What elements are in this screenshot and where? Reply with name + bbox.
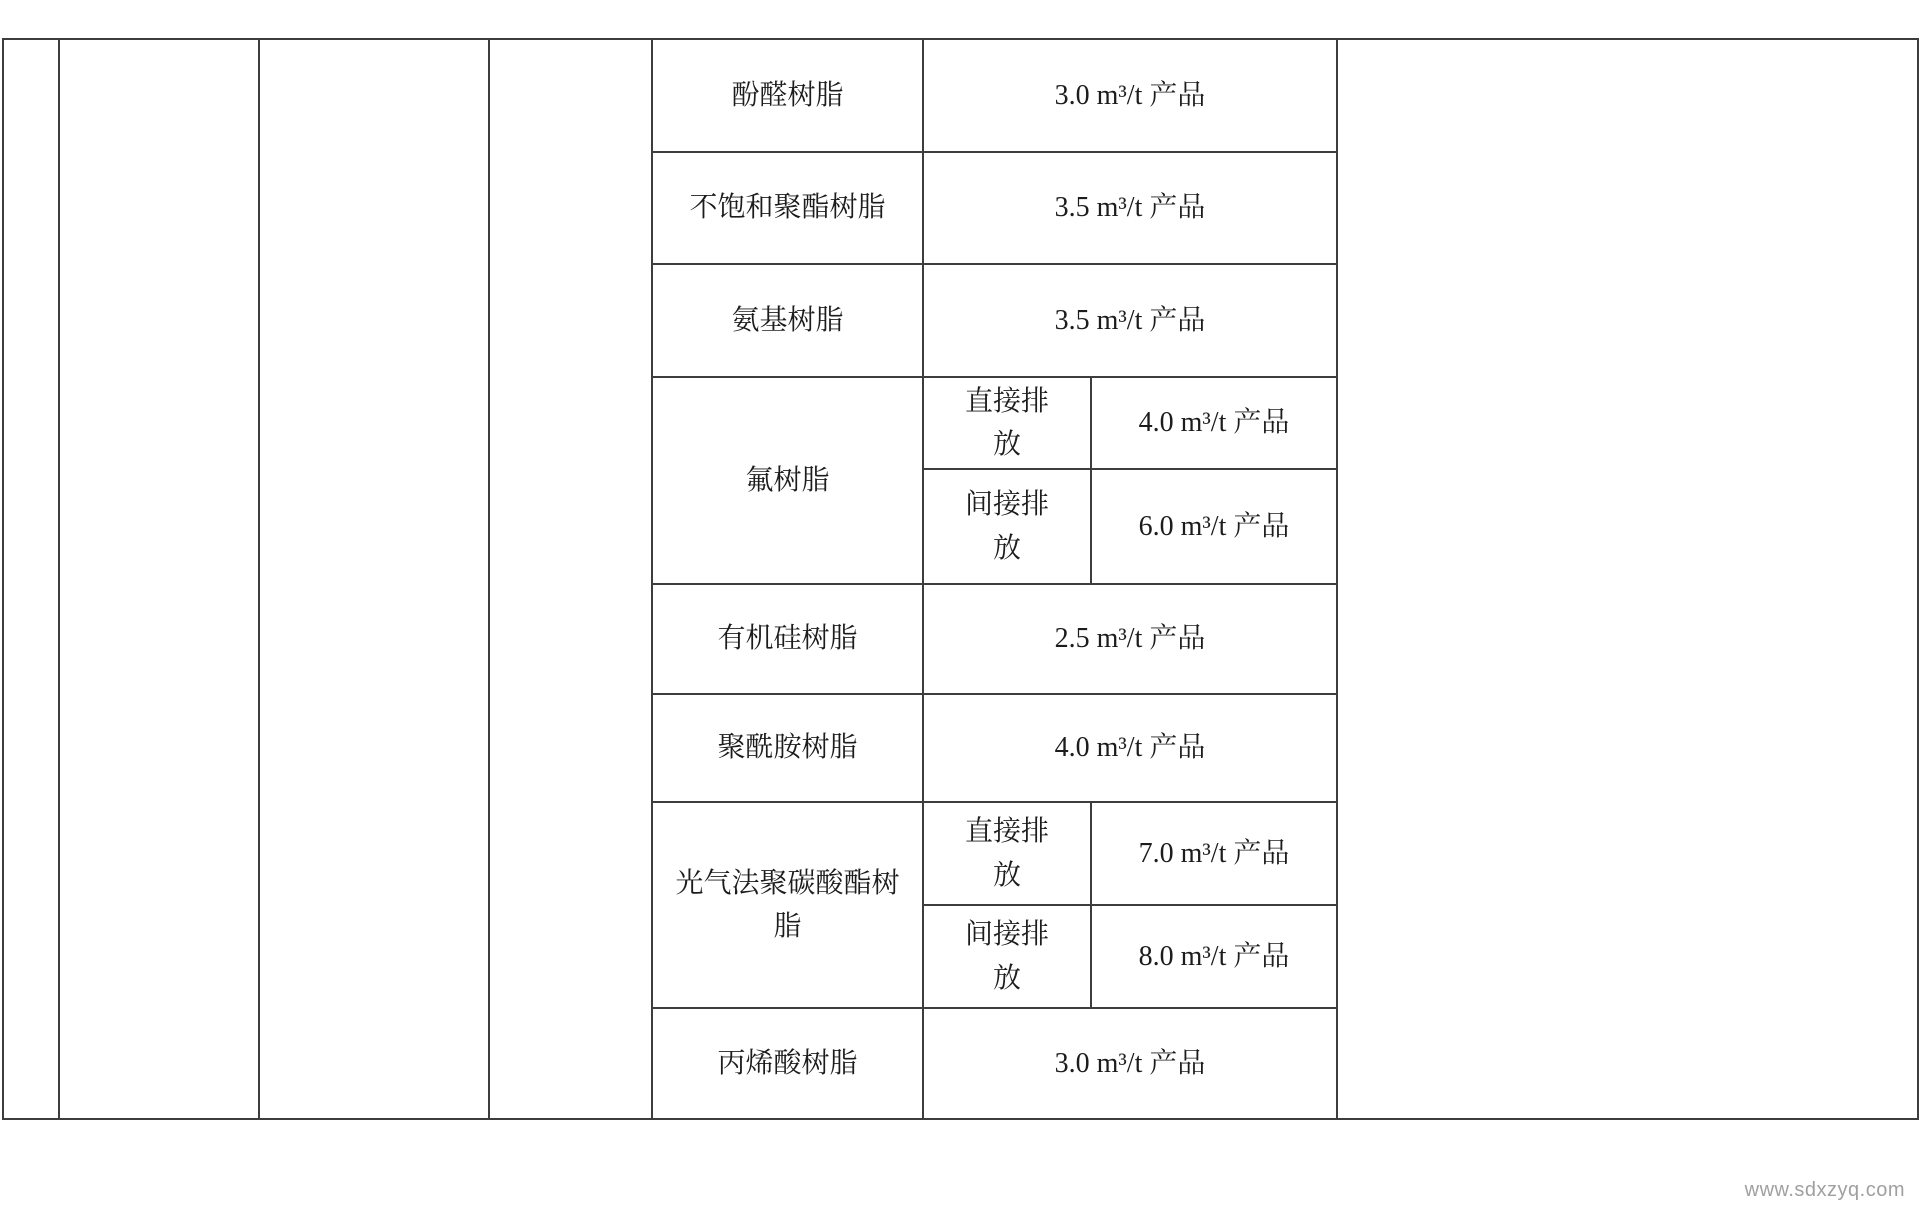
product-cell: 酚醛树脂 <box>653 40 924 153</box>
product-cell: 丙烯酸树脂 <box>653 1009 924 1118</box>
product-cell: 光气法聚碳酸酯树脂 <box>653 803 924 1009</box>
value-cell: 4.0 m³/t 产品 <box>1092 378 1338 470</box>
value-cell: 3.0 m³/t 产品 <box>924 1009 1338 1118</box>
value-cell: 3.5 m³/t 产品 <box>924 265 1338 378</box>
empty-column-right <box>1338 40 1917 1118</box>
watermark: www.sdxzyq.com <box>1744 1179 1905 1201</box>
emission-limits-table <box>2 38 1919 1120</box>
empty-column-4 <box>490 40 653 1118</box>
value-cell: 8.0 m³/t 产品 <box>1092 906 1338 1009</box>
empty-column-2 <box>60 40 260 1118</box>
discharge-type-cell: 间接排放 <box>924 906 1092 1009</box>
discharge-type-cell: 间接排放 <box>924 470 1092 585</box>
value-cell: 6.0 m³/t 产品 <box>1092 470 1338 585</box>
value-cell: 3.5 m³/t 产品 <box>924 153 1338 265</box>
discharge-type-cell: 直接排放 <box>924 378 1092 470</box>
empty-column-1 <box>4 40 60 1118</box>
value-cell: 4.0 m³/t 产品 <box>924 695 1338 803</box>
product-cell: 氨基树脂 <box>653 265 924 378</box>
product-cell: 氟树脂 <box>653 378 924 585</box>
product-cell: 聚酰胺树脂 <box>653 695 924 803</box>
value-cell: 3.0 m³/t 产品 <box>924 40 1338 153</box>
value-cell: 2.5 m³/t 产品 <box>924 585 1338 695</box>
discharge-type-cell: 直接排放 <box>924 803 1092 906</box>
product-cell: 有机硅树脂 <box>653 585 924 695</box>
product-cell: 不饱和聚酯树脂 <box>653 153 924 265</box>
empty-column-3 <box>260 40 490 1118</box>
value-cell: 7.0 m³/t 产品 <box>1092 803 1338 906</box>
